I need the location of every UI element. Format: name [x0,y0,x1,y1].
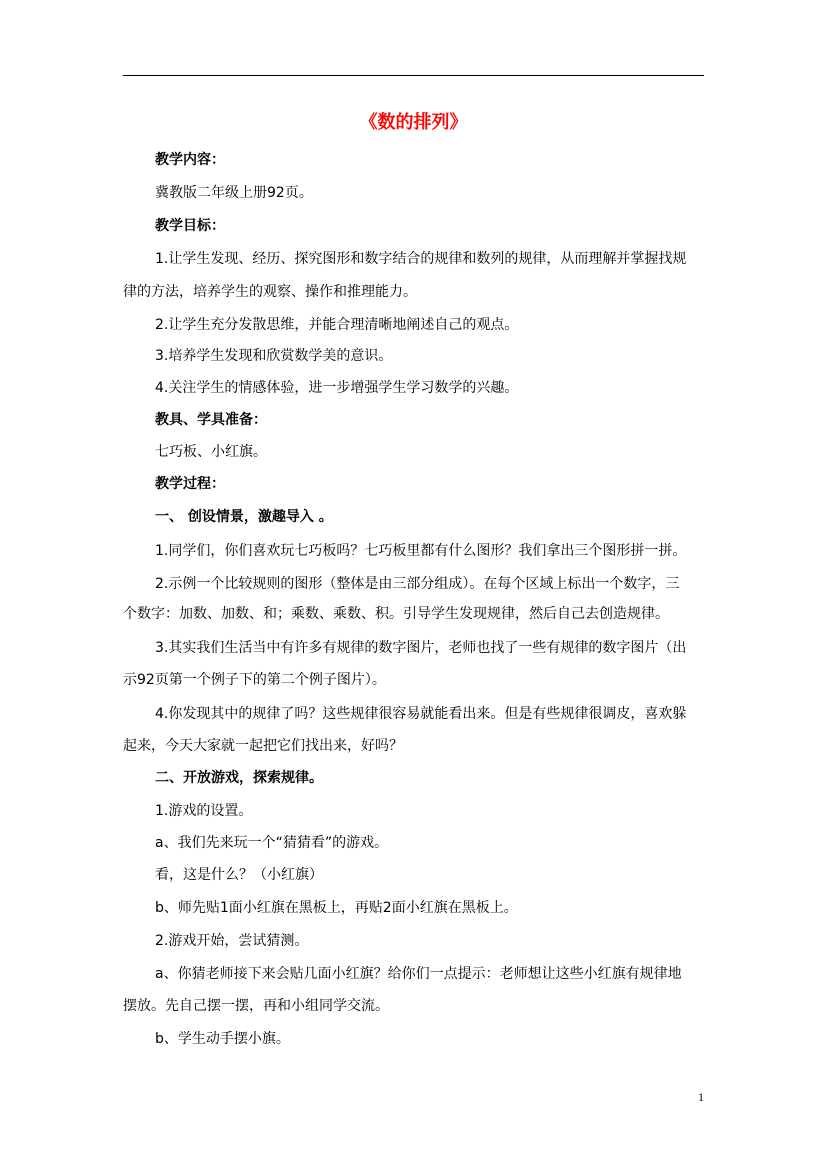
paragraph-line: b、师先贴1面小红旗在黑板上，再贴2面小红旗在黑板上。 [155,900,518,916]
paragraph-line: 4.你发现其中的规律了吗？这些规律很容易就能看出来。但是有些规律很调皮，喜欢躲 [155,706,687,722]
paragraph-line: 看，这是什么？（小红旗） [155,867,323,883]
paragraph-line: 1.让学生发现、经历、探究图形和数字结合的规律和数列的规律，从而理解并掌握找规 [155,251,687,267]
section-heading: 一、 创设情景，激趣导入 。 [155,509,333,525]
paragraph-line: 冀教版二年级上册92页。 [155,185,313,201]
paragraph-line: 个数字：加数、加数、和；乘数、乘数、积。引导学生发现规律，然后自己去创造规律。 [123,606,669,622]
paragraph-line: 示92页第一个例子下的第二个例子图片）。 [123,672,386,688]
paragraph-line: b、学生动手摆小旗。 [155,1031,290,1047]
paragraph-line: a、我们先来玩一个“猜猜看”的游戏。 [155,835,389,851]
section-heading: 教学内容： [155,152,225,168]
paragraph-line: 律的方法，培养学生的观察、操作和推理能力。 [123,284,417,300]
paragraph-line: 2.示例一个比较规则的图形（整体是由三部分组成）。在每个区域上标出一个数字，三 [155,576,680,592]
section-heading: 教学过程： [155,476,225,492]
paragraph-line: 起来，今天大家就一起把它们找出来，好吗？ [123,738,403,754]
document-title: 《数的排列》 [359,112,468,133]
header-rule [123,75,704,76]
paragraph-line: 4.关注学生的情感体验，进一步增强学生学习数学的兴趣。 [155,380,519,396]
page-number: 1 [698,1090,704,1104]
paragraph-line: a、你猜老师接下来会贴几面小红旗？给你们一点提示：老师想让这些小红旗有规律地 [155,966,682,982]
paragraph-line: 2.游戏开始，尝试猜测。 [155,933,309,949]
section-heading: 教具、学具准备： [155,412,267,428]
paragraph-line: 七巧板、小红旗。 [155,444,267,460]
section-heading: 二、开放游戏，探索规律。 [155,770,323,786]
section-heading: 教学目标： [155,218,225,234]
paragraph-line: 1.同学们，你们喜欢玩七巧板吗？七巧板里都有什么图形？我们拿出三个图形拼一拼。 [155,543,687,559]
paragraph-line: 3.培养学生发现和欣赏数学美的意识。 [155,348,393,364]
paragraph-line: 2.让学生充分发散思维，并能合理清晰地阐述自己的观点。 [155,317,519,333]
paragraph-line: 3.其实我们生活当中有许多有规律的数字图片，老师也找了一些有规律的数字图片（出 [155,640,687,656]
paragraph-line: 摆放。先自己摆一摆，再和小组同学交流。 [123,998,389,1014]
paragraph-line: 1.游戏的设置。 [155,803,253,819]
